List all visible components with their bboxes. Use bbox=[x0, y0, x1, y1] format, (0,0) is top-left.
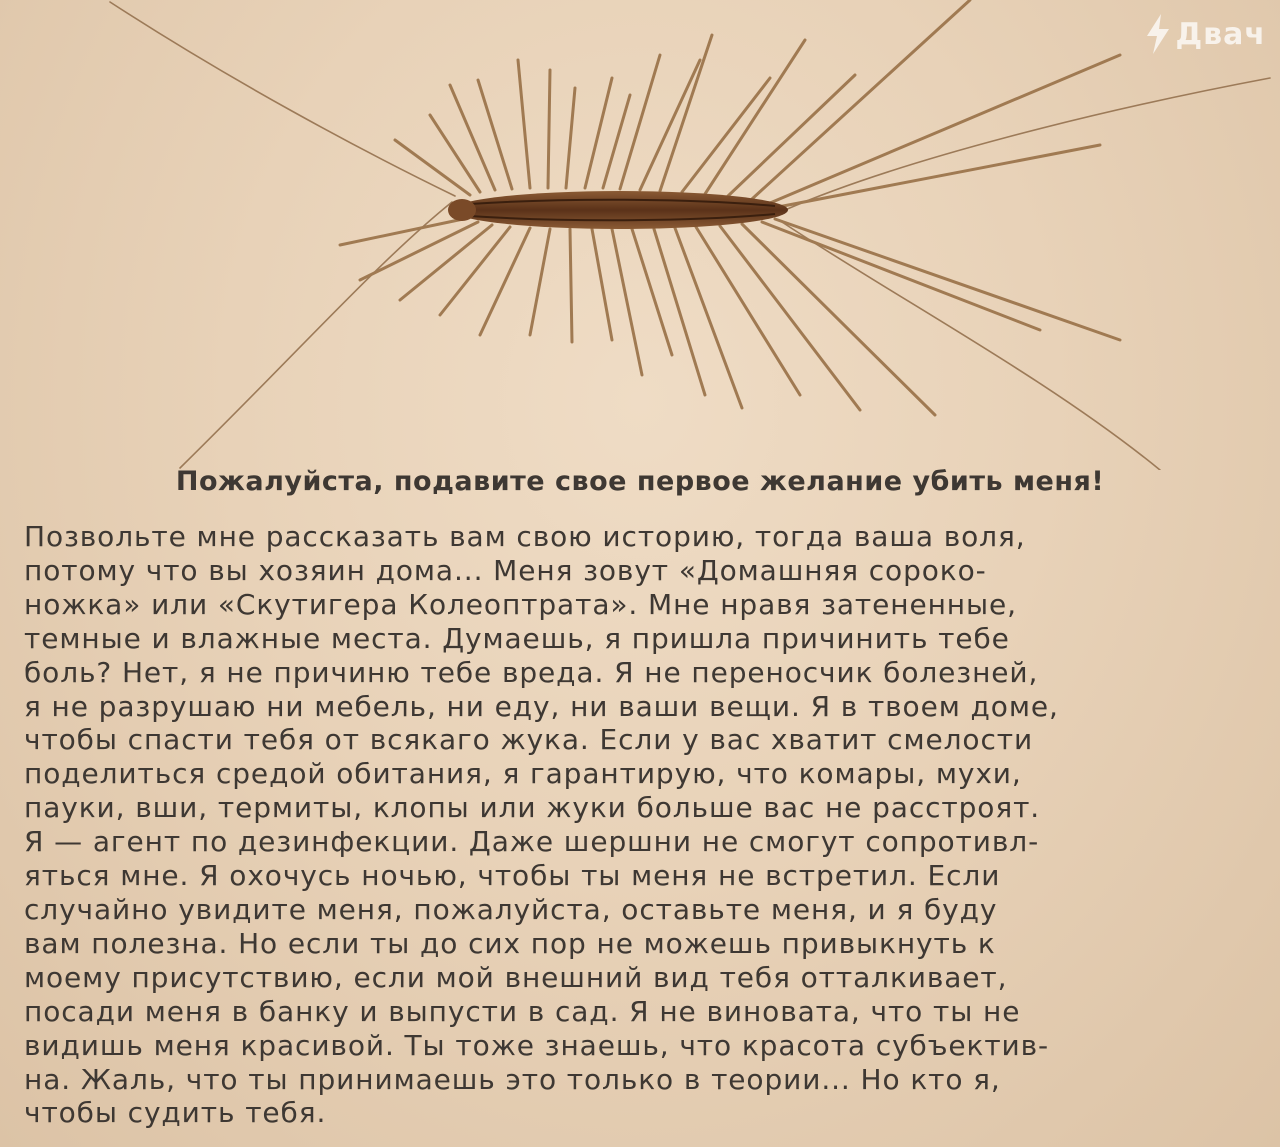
story-line: Позвольте мне рассказать вам свою историю, тогда ваша воля, bbox=[24, 520, 1026, 553]
story-line: видишь меня красивой. Ты тоже знаешь, что красота субъектив- bbox=[24, 1028, 1050, 1062]
centipede-legs-lower bbox=[340, 218, 1120, 415]
story-line: на. Жаль, что ты принимаешь это только в теории... Но кто я, bbox=[24, 1062, 1001, 1096]
story-line: случайно увидите меня, пожалуйста, оставьте меня, и я буду bbox=[24, 892, 998, 926]
story-line: чтобы судить тебя. bbox=[24, 1096, 327, 1130]
headline: Пожалуйста, подавите свое первое желание убить меня! bbox=[175, 466, 1105, 497]
centipede-antennae bbox=[110, 2, 1270, 470]
story-line: темные и влажные места. Думаешь, я пришла причинить тебе bbox=[24, 621, 1010, 655]
story-text bbox=[24, 520, 1260, 1130]
story-line: пауки, вши, термиты, клопы или жуки больше вас не расстроят. bbox=[24, 791, 1041, 825]
story-line: потому что вы хозяин дома... Меня зовут «Домашняя сороко- bbox=[24, 553, 987, 587]
story-line: поделиться средой обитания, я гарантирую, что комары, мухи, bbox=[24, 757, 1022, 791]
story-line: ножка» или «Скутигера Колеоптрата». Мне нравя затененные, bbox=[24, 587, 1017, 621]
story-line: боль? Нет, я не причиню тебе вреда. Я не переносчик болезней, bbox=[24, 655, 1039, 689]
story-line: посади меня в банку и выпусти в сад. Я не виновата, что ты не bbox=[24, 994, 1021, 1028]
centipede-legs-upper bbox=[395, 0, 1120, 207]
watermark bbox=[1145, 14, 1266, 54]
story-line: Я — агент по дезинфекции. Даже шершни не смогут сопротивл- bbox=[24, 825, 1040, 859]
centipede-body bbox=[448, 191, 788, 229]
lightning-icon bbox=[1145, 14, 1171, 54]
story-line: моему присутствию, если мой внешний вид тебя отталкивает, bbox=[24, 960, 1008, 994]
story-line: яться мне. Я охочусь ночью, чтобы ты меня не встретил. Если bbox=[24, 859, 1001, 893]
story-line: чтобы спасти тебя от всякаго жука. Если у вас хватит смелости bbox=[24, 723, 1034, 757]
story-line: вам полезна. Но если ты до сих пор не можешь привыкнуть к bbox=[24, 926, 996, 960]
house-centipede-photo bbox=[0, 0, 1280, 470]
watermark-text: Двач bbox=[1175, 16, 1266, 52]
story-line: я не разрушаю ни мебель, ни еду, ни ваши вещи. Я в твоем доме, bbox=[24, 689, 1059, 723]
